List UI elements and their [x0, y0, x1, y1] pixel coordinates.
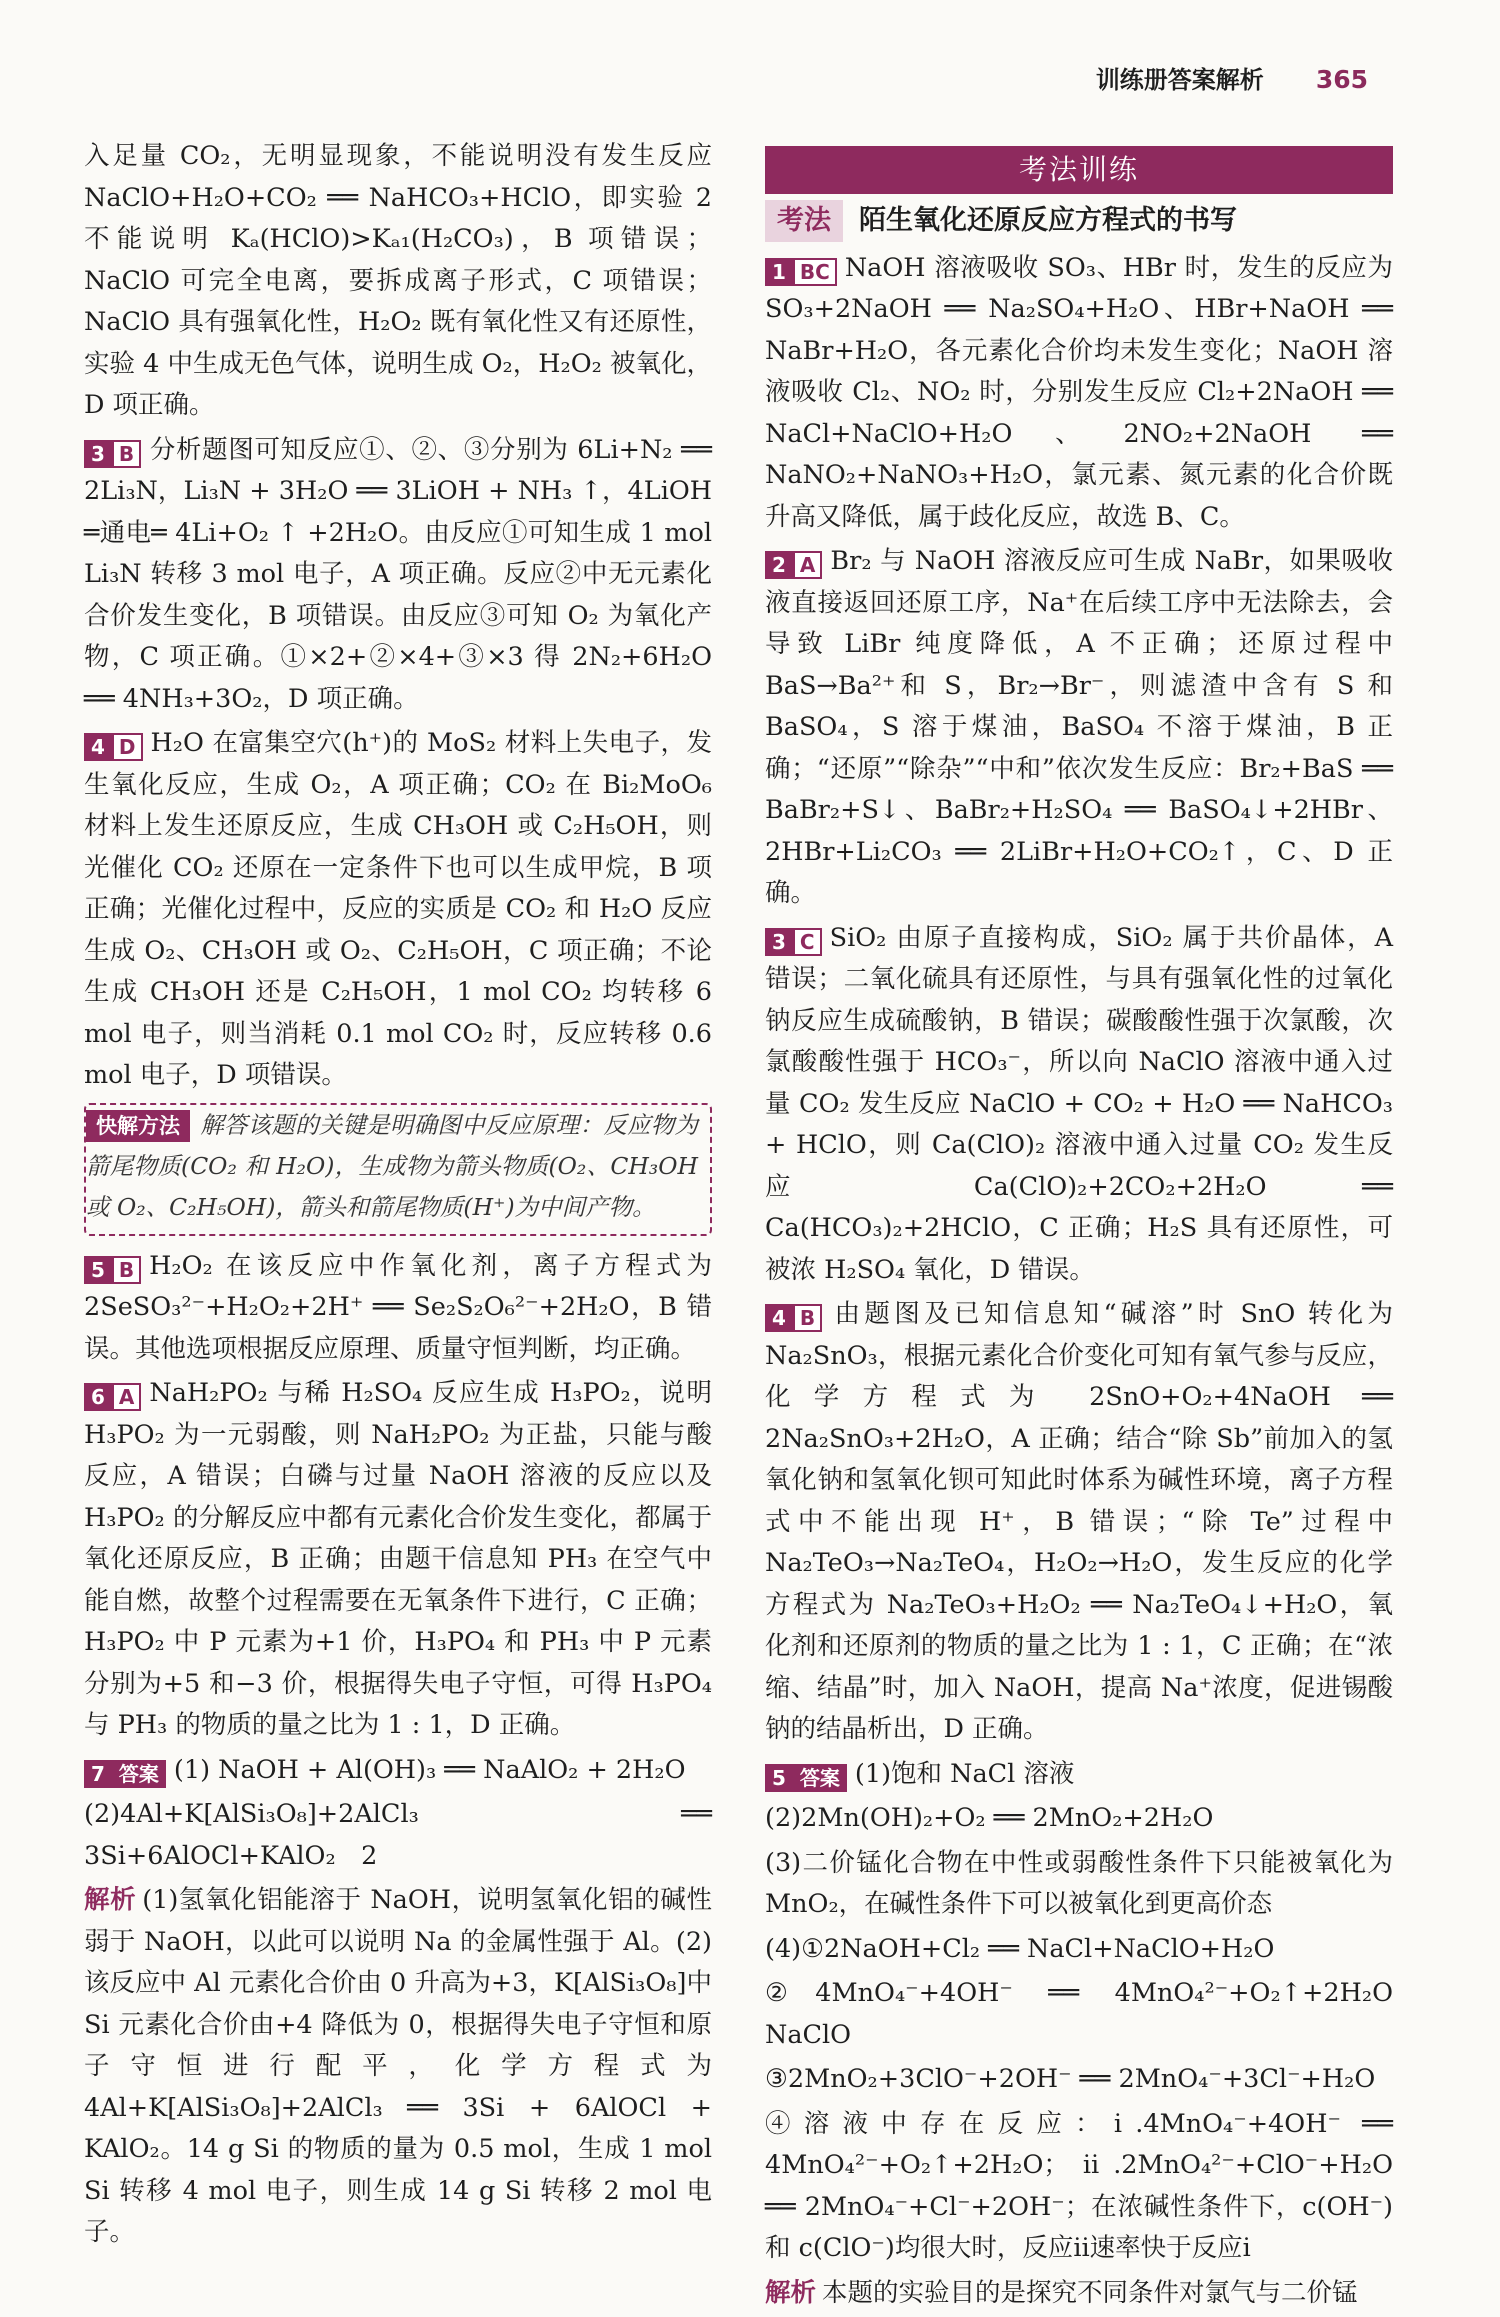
answer-3: [765, 918, 1393, 1292]
question-tag: 2 A: [765, 551, 822, 579]
page-header: [1096, 60, 1368, 95]
header-title: 训练册答案解析: [1095, 66, 1264, 94]
question-tag: 3 B: [84, 440, 141, 468]
question-tag: 5 答案: [765, 1764, 847, 1792]
answer-text: SiO₂ 由原子直接构成，SiO₂ 属于共价晶体，A 错误；二氧化硫具有还原性，与具有强氧化性的过氧化钠反应生成硫酸钠，B 错误；碳酸酸性强于次氯酸，次氯酸酸性强于 HCO₃⁻，所以向 NaClO 溶液中通入过量 CO₂ 发生反应 NaClO + CO₂ + H₂O ══ NaHCO₃ + HClO，则 Ca(ClO)₂ 溶液中通入过量 CO₂ 发生反应 Ca(ClO)₂+2CO₂+2H₂O ══ Ca(HCO₃)₂+2HClO，C 正确；H₂S 具有还原性，可被浓 H₂SO₄ 氧化，D 错误。: [765, 922, 1393, 1285]
question-tag: 1 BC: [765, 258, 837, 286]
answer-text: NaH₂PO₂ 与稀 H₂SO₄ 反应生成 H₃PO₂，说明 H₃PO₂ 为一元弱酸，则 NaH₂PO₂ 为正盐，只能与酸反应，A 错误；白磷与过量 NaOH 溶液的反应以及 H₃PO₂ 的分解反应中都有元素化合价发生变化，都属于氧化还原反应，B 正确；由题干信息知 PH₃ 在空气中能自燃，故整个过程需要在无氧条件下进行，C 正确；H₃PO₂ 中 P 元素为+1 价，H₃PO₄ 和 PH₃ 中 P 元素分别为+5 和−3 价，根据得失电子守恒，可得 H₃PO₄ 与 PH₃ 的物质的量之比为 1 : 1，D 正确。: [84, 1378, 712, 1740]
quick-method-label: 快解方法: [86, 1110, 190, 1142]
answer-line: (4)①2NaOH+Cl₂ ══ NaCl+NaClO+H₂O: [765, 1933, 1275, 1964]
question-tag: 4 B: [765, 1304, 822, 1332]
answer-1: [765, 248, 1393, 539]
answer-text: H₂O 在富集空穴(h⁺)的 MoS₂ 材料上失电子，发生氧化反应，生成 O₂，A 项正确；CO₂ 在 Bi₂MoO₆ 材料上发生还原反应，生成 CH₃OH 或 C₂H₅OH，则光催化 CO₂ 还原在一定条件下也可以生成甲烷，B 项正确；光催化过程中，反应的实质是 CO₂ 和 H₂O 反应生成 O₂、CH₃OH 或 O₂、C₂H₅OH，C 项正确；不论生成 CH₃OH 还是 C₂H₅OH，1 mol CO₂ 均转移 6 mol 电子，则当消耗 0.1 mol CO₂ 时，反应转移 0.6 mol 电子，D 项错误。: [84, 728, 712, 1090]
answer-line: (3)二价锰化合物在中性或弱酸性条件下只能被氧化为 MnO₂，在碱性条件下可以被氧化到更高价态: [765, 1847, 1393, 1919]
answer-3: [84, 430, 712, 721]
question-tag: 3 C: [765, 928, 822, 956]
analysis-text: (1)氢氧化铝能溶于 NaOH，说明氢氧化铝的碱性弱于 NaOH，以此可以说明 Na 的金属性强于 Al。(2)该反应中 Al 元素化合价由 0 升高为+3，K[AlSi₃O₈]中 Si 元素化合价由+4 降低为 0，根据得失电子守恒和原子守恒进行配平，化学方程式为 4Al+K[AlSi₃O₈]+2AlCl₃ ══ 3Si + 6AlOCl + KAlO₂。14 g Si 的物质的量为 0.5 mol，生成 1 mol Si 转移 4 mol 电子，则生成 14 g Si 转移 2 mol 电子。: [84, 1885, 712, 2247]
answer-7: [84, 1750, 712, 1792]
section-banner: 考法训练: [765, 146, 1393, 194]
answer-line: (1) NaOH + Al(OH)₃ ══ NaAlO₂ + 2H₂O: [173, 1754, 686, 1785]
answer-text: H₂O₂ 在该反应中作氧化剂，离子方程式为 2SeSO₃²⁻+H₂O₂+2H⁺ ══ Se₂S₂O₆²⁻+2H₂O，B 错误。其他选项根据反应原理、质量守恒判断，均正确。: [84, 1250, 712, 1364]
page-number: 365: [1315, 65, 1368, 94]
analysis: [765, 2273, 1393, 2315]
left-column: [84, 136, 712, 2257]
kaofa-label: 考法: [765, 200, 843, 242]
quick-method-box: [84, 1103, 712, 1236]
answer-line: (2)2Mn(OH)₂+O₂ ══ 2MnO₂+2H₂O: [765, 1803, 1214, 1833]
answer-4: [765, 1294, 1393, 1751]
analysis-label: 解析: [84, 1885, 137, 1915]
answer-text: 由题图及已知信息知“碱溶”时 SnO 转化为 Na₂SnO₃，根据元素化合价变化可知有氧气参与反应，化学方程式为 2SnO+O₂+4NaOH ══ 2Na₂SnO₃+2H₂O，A 正确；结合“除 Sb”前加入的氢氧化钠和氢氧化钡可知此时体系为碱性环境，离子方程式中不能出现 H⁺，B 错误；“除 Te”过程中 Na₂TeO₃→Na₂TeO₄，H₂O₂→H₂O，发生反应的化学方程式为 Na₂TeO₃+H₂O₂ ══ Na₂TeO₄↓+H₂O，氧化剂和还原剂的物质的量之比为 1 : 1，C 正确；在“浓缩、结晶”时，加入 NaOH，提高 Na⁺浓度，促进锡酸钠的结晶析出，D 正确。: [765, 1299, 1393, 1744]
answer-line: (2)4Al+K[AlSi₃O₈]+2AlCl₃ ══ 3Si+6AlOCl+KAlO₂ 2: [84, 1799, 712, 1871]
analysis: [84, 1880, 712, 2254]
answer-line: (1)饱和 NaCl 溶液: [854, 1758, 1075, 1789]
question-tag: 5 B: [84, 1256, 141, 1284]
question-tag: 4 D: [84, 733, 143, 761]
right-column: [765, 136, 1419, 2317]
paragraph-continued: 入足量 CO₂，无明显现象，不能说明没有发生反应NaClO+H₂O+CO₂ ══ NaHCO₃+HClO，即实验 2 不能说明 Kₐ(HClO)>Kₐ₁(H₂CO₃)，B 项错误；NaClO 可完全电离，要拆成离子形式，C 项错误；NaClO 具有强氧化性，H₂O₂ 既有氧化性又有还原性，实验 4 中生成无色气体，说明生成 O₂，H₂O₂ 被氧化，D 项正确。: [84, 141, 712, 420]
answer-5: [84, 1246, 712, 1371]
question-tag: 6 A: [84, 1383, 141, 1411]
quick-method-text: 解答该题的关键是明确图中反应原理：反应物为箭尾物质(CO₂ 和 H₂O)，生成物为箭头物质(O₂、CH₃OH 或 O₂、C₂H₅OH)，箭头和箭尾物质(H⁺)为中间产物。: [86, 1110, 698, 1221]
answer-line: ④溶液中存在反应：ⅰ.4MnO₄⁻+4OH⁻ ══ 4MnO₄²⁻+O₂↑+2H₂O；ⅱ.2MnO₄²⁻+ClO⁻+H₂O ══ 2MnO₄⁻+Cl⁻+2OH⁻；在浓碱性条件下，c(OH⁻)和 c(ClO⁻)均很大时，反应ⅱ速率快于反应ⅰ: [765, 2108, 1393, 2263]
answer-text: NaOH 溶液吸收 SO₃、HBr 时，发生的反应为 SO₃+2NaOH ══ Na₂SO₄+H₂O、HBr+NaOH ══ NaBr+H₂O，各元素化合价均未发生变化；NaOH 溶液吸收 Cl₂、NO₂ 时，分别发生反应 Cl₂+2NaOH ══ NaCl+NaClO+H₂O、2NO₂+2NaOH ══ NaNO₂+NaNO₃+H₂O，氯元素、氮元素的化合价既升高又降低，属于歧化反应，故选 B、C。: [765, 252, 1393, 532]
kaofa-title: 陌生氧化还原反应方程式的书写: [859, 205, 1237, 236]
answer-line: ③2MnO₂+3ClO⁻+2OH⁻ ══ 2MnO₄⁻+3Cl⁻+H₂O: [765, 2064, 1376, 2094]
answer-text: Br₂ 与 NaOH 溶液反应可生成 NaBr，如果吸收液直接返回还原工序，Na⁺在后续工序中无法除去，会导致 LiBr 纯度降低，A 不正确；还原过程中 BaS→Ba²⁺和 S，Br₂→Br⁻，则滤渣中含有 S 和 BaSO₄，S 溶于煤油，BaSO₄ 不溶于煤油，B 正确；“还原”“除杂”“中和”依次发生反应：Br₂+BaS ══ BaBr₂+S↓、BaBr₂+H₂SO₄ ══ BaSO₄↓+2HBr、2HBr+Li₂CO₃ ══ 2LiBr+H₂O+CO₂↑，C、D 正确。: [765, 546, 1393, 908]
analysis-text: 本题的实验目的是探究不同条件对氯气与二价锰: [822, 2277, 1358, 2308]
answer-4: [84, 723, 712, 1097]
answer-5: [765, 1754, 1393, 1796]
answer-line: ②4MnO₄⁻+4OH⁻ ══ 4MnO₄²⁻+O₂↑+2H₂O NaClO: [765, 1978, 1419, 2050]
answer-text: 分析题图可知反应①、②、③分别为 6Li+N₂ ══ 2Li₃N，Li₃N + 3H₂O ══ 3LiOH + NH₃ ↑，4LiOH ═通电═ 4Li+O₂ ↑ +2H₂O。由反应①可知生成 1 mol Li₃N 转移 3 mol 电子，A 项正确。反应②中无元素化合价发生变化，B 项错误。由反应③可知 O₂ 为氧化产物，C 项正确。①×2+②×4+③×3 得 2N₂+6H₂O ══ 4NH₃+3O₂，D 项正确。: [84, 434, 712, 714]
analysis-label: 解析: [765, 2277, 817, 2308]
question-tag: 7 答案: [84, 1760, 166, 1788]
answer-2: [765, 541, 1393, 915]
answer-6: [84, 1373, 712, 1747]
kaofa-heading: [765, 200, 1393, 242]
